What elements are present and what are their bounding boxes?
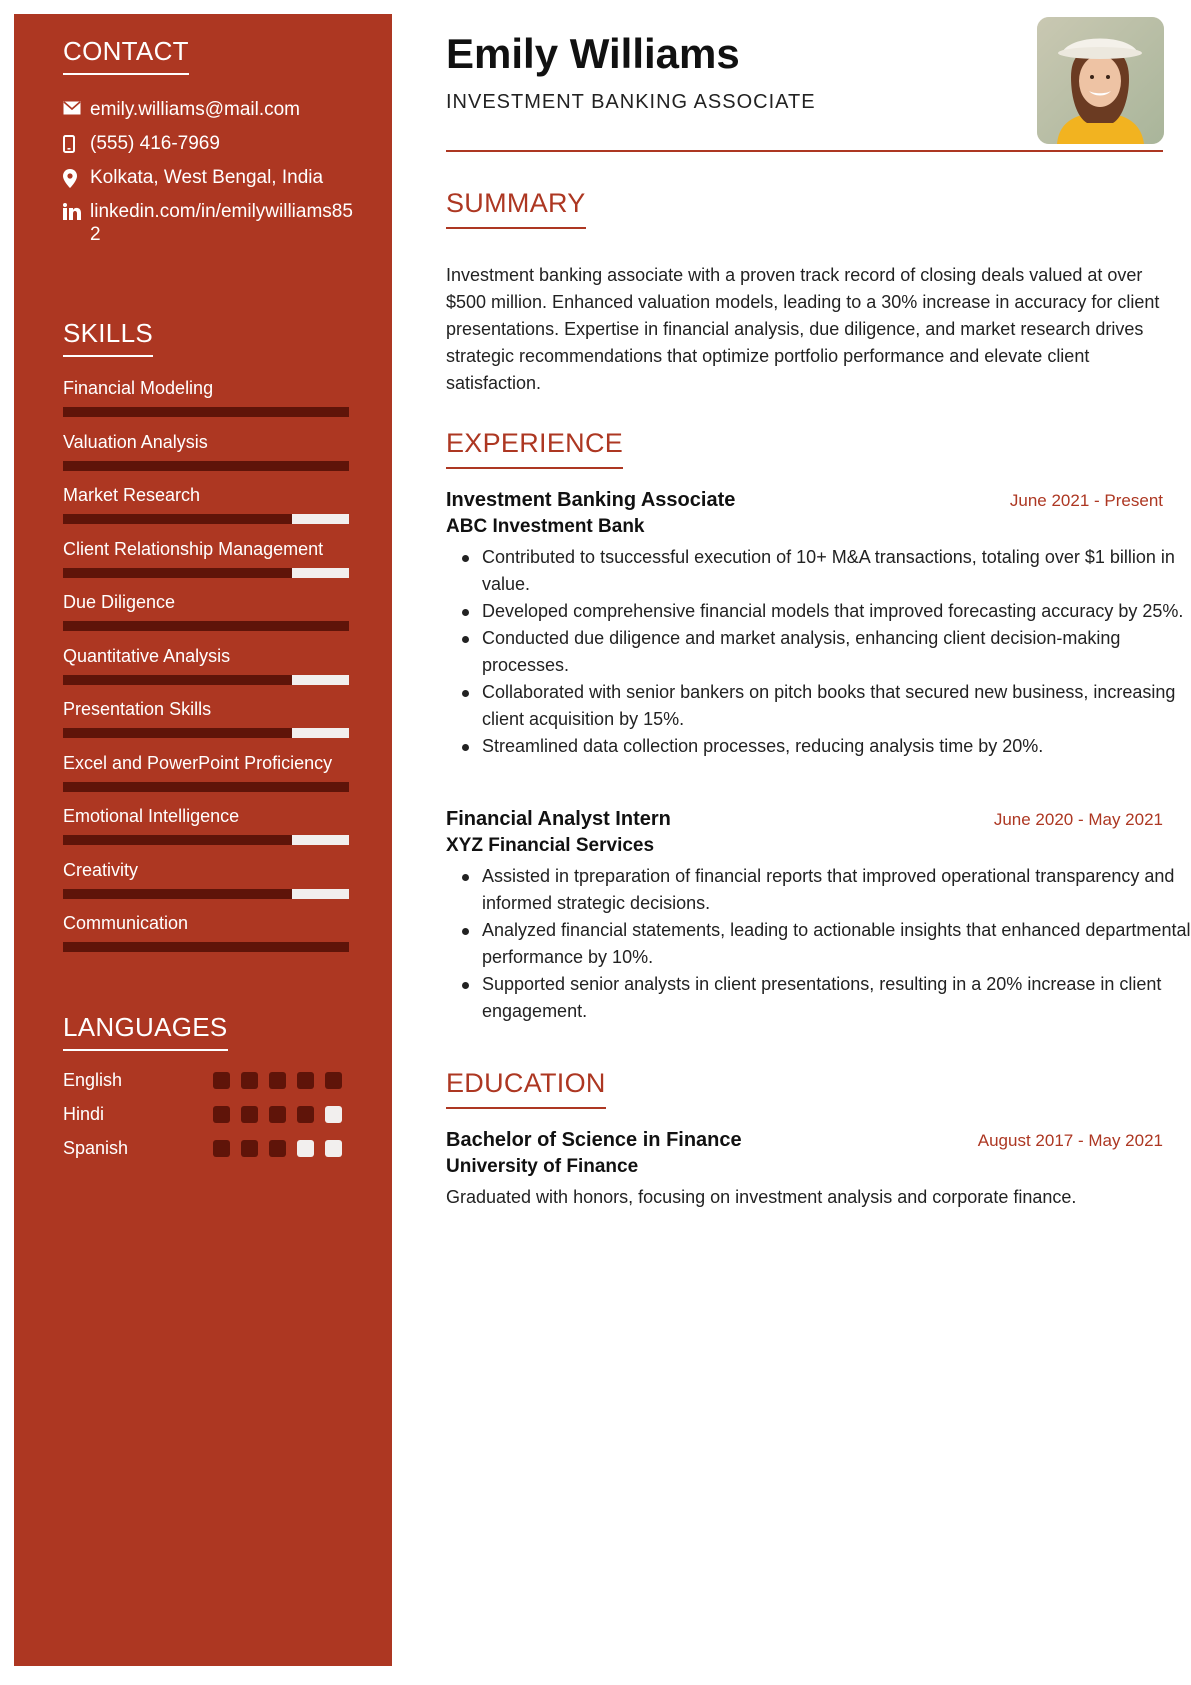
skill-label: Quantitative Analysis: [63, 645, 231, 666]
rating-dot-empty: [297, 1140, 314, 1157]
skill-level-fill: [63, 728, 292, 738]
skill-level-bar: [63, 889, 349, 899]
languages-heading: LANGUAGES: [63, 1012, 228, 1051]
degree-title: Bachelor of Science in Finance: [446, 1129, 742, 1151]
skill-level-fill: [63, 835, 292, 845]
skill-label: Financial Modeling: [63, 378, 214, 398]
skill-level-bar: [63, 782, 349, 792]
skill-level-bar: [63, 835, 349, 845]
list-item: Assisted in tpreparation of financial reports that improved operational transparency and informed strategic decisions.: [482, 863, 1191, 917]
skill-item: [63, 645, 349, 667]
skill-level-fill: [63, 568, 292, 578]
list-item: Collaborated with senior bankers on pitch books that secured new business, increasing client acquisition by 15%.: [482, 679, 1191, 733]
skill-level-fill: [63, 889, 292, 899]
skill-label: Creativity: [63, 859, 139, 880]
skill-label: Market Research: [63, 485, 201, 505]
contact-phone[interactable]: [63, 132, 353, 155]
skill-item: [63, 591, 349, 613]
skill-item: [63, 752, 349, 774]
rating-dot-empty: [325, 1140, 342, 1157]
skill-label: Valuation Analysis: [63, 431, 208, 452]
list-item: Supported senior analysts in client presentations, resulting in a 20% increase in client engagement.: [482, 971, 1191, 1025]
skill-level-fill: [63, 514, 292, 524]
school-name: University of Finance: [446, 1156, 639, 1177]
skill-level-bar: [63, 568, 349, 578]
skill-level-fill: [63, 942, 349, 952]
skill-level-bar: [63, 461, 349, 471]
skill-item: [63, 805, 349, 827]
education-note: Graduated with honors, focusing on investment analysis and corporate finance.: [446, 1187, 1077, 1207]
profile-photo: [1037, 17, 1164, 144]
map-pin-icon: [63, 166, 90, 188]
job-bullets: [446, 544, 1191, 760]
skill-label: Emotional Intelligence: [63, 806, 240, 826]
list-item: Contributed to tsuccessful execution of 10+ M&A transactions, totaling over $1 billion in value.: [482, 544, 1191, 598]
job-company: XYZ Financial Services: [446, 835, 655, 856]
rating-dot-filled: [241, 1140, 258, 1157]
skill-item: [63, 912, 349, 934]
language-label: Hindi: [63, 1104, 105, 1124]
rating-dot-empty: [325, 1106, 342, 1123]
linkedin-icon: [63, 200, 90, 220]
summary-heading: SUMMARY: [446, 188, 586, 229]
phone-text: (555) 416-7969: [90, 133, 220, 154]
job-title: Financial Analyst Intern: [446, 808, 671, 830]
contact-email[interactable]: [63, 98, 353, 121]
candidate-role: INVESTMENT BANKING ASSOCIATE: [446, 91, 816, 113]
language-item: [63, 1068, 353, 1092]
skill-item: [63, 431, 349, 453]
skill-label: Due Diligence: [63, 592, 176, 612]
skill-level-bar: [63, 514, 349, 524]
list-item: Developed comprehensive financial models that improved forecasting accuracy by 25%.: [482, 598, 1191, 625]
experience-heading: EXPERIENCE: [446, 428, 623, 469]
skill-level-fill: [63, 407, 349, 417]
language-item: [63, 1102, 353, 1126]
rating-dot-filled: [269, 1140, 286, 1157]
skill-label: Communication: [63, 913, 189, 933]
rating-dot-filled: [269, 1072, 286, 1089]
summary-text: Investment banking associate with a proven track record of closing deals valued at over $500 million. Enhanced valuation models, leading to a 30% increase in accuracy for client presentations. Expertise in financial analysis, due diligence, and market research drives strategic recommendations that optimize portfolio performance and elevate client satisfaction.: [446, 265, 1160, 393]
skill-level-fill: [63, 675, 292, 685]
contact-location: [63, 166, 353, 189]
rating-dot-filled: [213, 1106, 230, 1123]
skill-level-bar: [63, 675, 349, 685]
rating-dot-filled: [241, 1106, 258, 1123]
skill-item: [63, 859, 349, 881]
skills-heading: SKILLS: [63, 318, 153, 357]
header-divider: [446, 150, 1163, 152]
candidate-name: Emily Williams: [446, 30, 740, 77]
job-title: Investment Banking Associate: [446, 489, 736, 511]
language-rating: [213, 1106, 342, 1123]
rating-dot-filled: [269, 1106, 286, 1123]
rating-dot-filled: [297, 1072, 314, 1089]
language-rating: [213, 1140, 342, 1157]
skill-level-bar: [63, 728, 349, 738]
language-label: Spanish: [63, 1138, 129, 1158]
skill-level-fill: [63, 461, 349, 471]
language-label: English: [63, 1070, 123, 1090]
envelope-icon: [63, 98, 90, 115]
email-text: emily.williams@mail.com: [90, 99, 301, 120]
location-text: Kolkata, West Bengal, India: [90, 167, 324, 188]
job-company: ABC Investment Bank: [446, 516, 645, 537]
education-heading: EDUCATION: [446, 1068, 606, 1109]
list-item: Analyzed financial statements, leading to actionable insights that enhanced departmental performance by 10%.: [482, 917, 1191, 971]
rating-dot-filled: [241, 1072, 258, 1089]
skill-item: [63, 538, 349, 560]
phone-icon: [63, 132, 90, 153]
rating-dot-filled: [213, 1072, 230, 1089]
skill-level-fill: [63, 621, 349, 631]
job-bullets: [446, 863, 1191, 1025]
list-item: Conducted due diligence and market analysis, enhancing client decision-making processes.: [482, 625, 1191, 679]
skill-level-fill: [63, 782, 349, 792]
contact-heading: CONTACT: [63, 36, 189, 75]
skill-item: [63, 377, 349, 399]
job-dates: June 2021 - Present: [1009, 491, 1163, 510]
list-item: Streamlined data collection processes, reducing analysis time by 20%.: [482, 733, 1191, 760]
skill-label: Excel and PowerPoint Proficiency: [63, 752, 333, 773]
linkedin-text: linkedin.com/in/emilywilliams852: [90, 201, 353, 245]
language-rating: [213, 1072, 342, 1089]
language-item: [63, 1136, 353, 1160]
rating-dot-filled: [297, 1106, 314, 1123]
skill-level-bar: [63, 942, 349, 952]
rating-dot-filled: [325, 1072, 342, 1089]
sidebar: [14, 14, 392, 1666]
education-dates: August 2017 - May 2021: [977, 1131, 1163, 1150]
job-dates: June 2020 - May 2021: [993, 810, 1163, 829]
skill-label: Client Relationship Management: [63, 538, 324, 559]
contact-linkedin[interactable]: [63, 200, 353, 246]
skill-level-bar: [63, 407, 349, 417]
skill-label: Presentation Skills: [63, 699, 212, 719]
rating-dot-filled: [213, 1140, 230, 1157]
skill-level-bar: [63, 621, 349, 631]
skill-item: [63, 698, 349, 720]
skill-item: [63, 484, 349, 506]
